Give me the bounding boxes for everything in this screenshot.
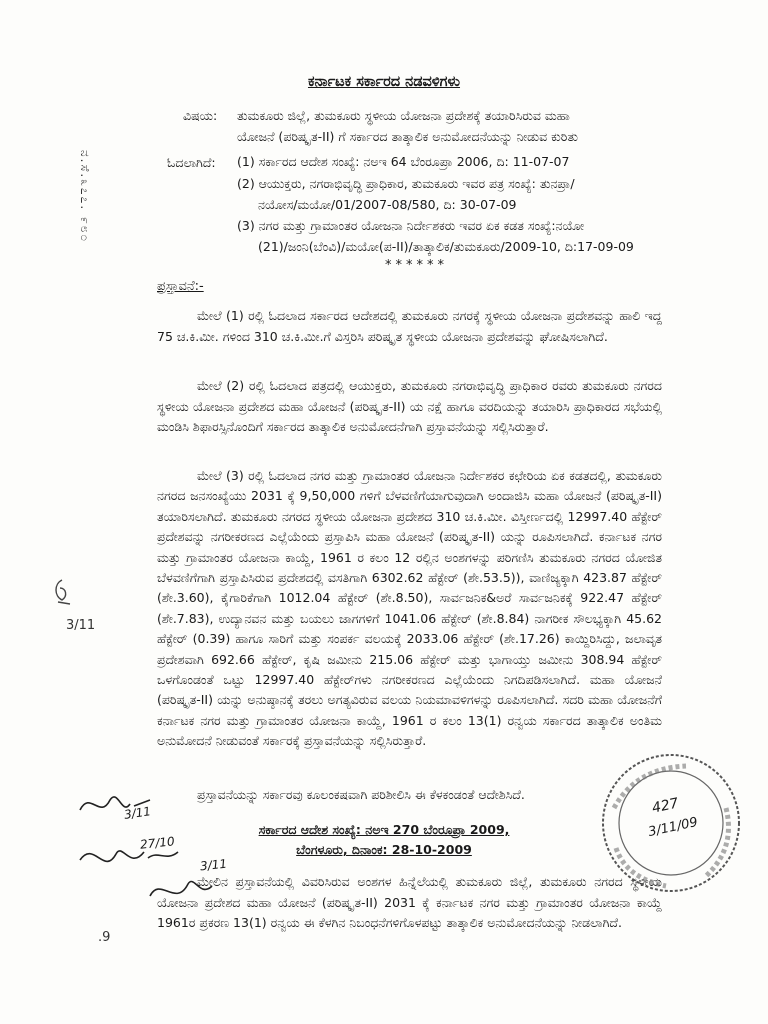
- signature-date-3: 3/11: [199, 856, 228, 874]
- signature-date-2: 27/10: [139, 834, 176, 852]
- stamp-date: 3/11/09: [646, 814, 700, 841]
- separator-stars: ******: [385, 258, 448, 273]
- paragraph-4: ಪ್ರಸ್ತಾವನೆಯನ್ನು ಸರ್ಕಾರವು ಕೂಲಂಕಷವಾಗಿ ಪರಿಶೀಲಿಸಿ ಈ ಕೆಳಕಂಡಂತೆ ಆದೇಶಿಸಿದೆ.: [197, 787, 525, 802]
- stamp-number: 427: [650, 795, 681, 817]
- order-text: ಮೇಲಿನ ಪ್ರಸ್ತಾವನೆಯಲ್ಲಿ ವಿವರಿಸಿರುವ ಅಂಶಗಳ ಹಿನ್ನೆಲೆಯಲ್ಲಿ ತುಮಕೂರು ಜಿಲ್ಲೆ, ತುಮಕೂರು ನಗರದ ಸ್ಥಳೀಯ ಯೋಜನಾ ಪ್ರದೇಶದ ಮಹಾ ಯೋಜನೆ (ಪರಿಷ್ಕೃತ-II) 2031 ಕ್ಕೆ ಕರ್ನಾಟಕ ನಗರ ಮತ್ತು ಗ್ರಾಮಾಂತರ ಯೋಜನಾ ಕಾಯ್ದೆ 1961ರ ಪ್ರಕರಣ 13(1) ರನ್ವಯ ಈ ಕೆಳಗಿನ ನಿಬಂಧನೆಗಳಿಗೊಳಪಟ್ಟು ತಾತ್ಕಾಲಿಕ ಅನುಮೋದನೆಯನ್ನು ನೀಡಲಾಗಿದೆ.: [157, 874, 662, 930]
- subject-label: ವಿಷಯ:: [183, 108, 218, 123]
- paragraph-2: ಮೇಲೆ (2) ರಲ್ಲಿ ಓದಲಾದ ಪತ್ರದಲ್ಲಿ ಆಯುಕ್ತರು, ತುಮಕೂರು ನಗರಾಭಿವೃದ್ಧಿ ಪ್ರಾಧಿಕಾರ ರವರು ತುಮಕೂರು ನಗರದ ಸ್ಥಳೀಯ ಯೋಜನಾ ಪ್ರದೇಶದ ಮಹಾ ಯೋಜನೆ (ಪರಿಷ್ಕೃತ-II) ಯ ನಕ್ಷೆ ಹಾಗೂ ವರದಿಯನ್ನು ತಯಾರಿಸಿ ಪ್ರಾಧಿಕಾರದ ಸಭೆಯಲ್ಲಿ ಮಂಡಿಸಿ ಶಿಫಾರಸ್ಸಿನೊಂದಿಗೆ ಸರ್ಕಾರದ ತಾತ್ಕಾಲಿಕ ಅನುಮೋದನೆಗಾಗಿ ಪ್ರಸ್ತಾವನೆಯನ್ನು ಸಲ್ಲಿಸಿರುತ್ತಾರೆ.: [157, 378, 662, 434]
- signature-date-1: 3/11: [123, 804, 152, 822]
- preamble-heading: ಪ್ರಸ್ತಾವನೆ:-: [157, 279, 204, 294]
- document-title: ಕರ್ನಾಟಕ ಸರ್ಕಾರದ ನಡವಳಿಗಳು: [307, 74, 461, 90]
- subject-line-1: ತುಮಕೂರು ಜಿಲ್ಲೆ, ತುಮಕೂರು ಸ್ಥಳೀಯ ಯೋಜನಾ ಪ್ರದೇಶಕ್ಕೆ ತಯಾರಿಸಿರುವ ಮಹಾ: [237, 108, 570, 123]
- reference-item: (2) ಆಯುಕ್ತರು, ನಗರಾಭಿವೃದ್ಧಿ ಪ್ರಾಧಿಕಾರ, ತುಮಕೂರು ಇವರ ಪತ್ರ ಸಂಖ್ಯೆ: ತುನಪ್ರಾ/: [237, 176, 575, 191]
- handwritten-signatures-icon: [60, 780, 300, 980]
- subject-line-2: ಯೋಜನೆ (ಪರಿಷ್ಕೃತ-II) ಗೆ ಸರ್ಕಾರದ ತಾತ್ಕಾಲಿಕ ಅನುಮೋದನೆಯನ್ನು ನೀಡುವ ಕುರಿತು: [237, 129, 578, 144]
- reference-item: ನಯೋಸ/ಮಯೋ/01/2007-08/580, ದಿ: 30-07-09: [258, 197, 517, 212]
- paragraph-1: ಮೇಲೆ (1) ರಲ್ಲಿ ಓದಲಾದ ಸರ್ಕಾರದ ಆದೇಶದಲ್ಲಿ ತುಮಕೂರು ನಗರಕ್ಕೆ ಸ್ಥಳೀಯ ಯೋಜನಾ ಪ್ರದೇಶವನ್ನು ಹಾಲಿ ಇದ್ದ 75 ಚ.ಕಿ.ಮೀ. ಗಳಿಂದ 310 ಚ.ಕಿ.ಮೀ.ಗೆ ವಿಸ್ತರಿಸಿ ಪರಿಷ್ಕೃತ ಸ್ಥಳೀಯ ಯೋಜನಾ ಪ್ರದೇಶವನ್ನು ಘೋಷಿಸಲಾಗಿದೆ.: [157, 308, 662, 344]
- margin-note-left: 3/11: [66, 618, 96, 633]
- order-place-date: ಬೆಂಗಳೂರು, ದಿನಾಂಕ: 28-10-2009: [296, 842, 472, 857]
- reference-item: (21)/ಜಂನಿ(ಬೆಂವಿ)/ಮಯೋ(ಪ-II)/ತಾತ್ಕಾಲಿಕ/ತುಮಕೂರು/2009-10, ದಿ:17-09-09: [258, 239, 634, 254]
- reference-item: (3) ನಗರ ಮತ್ತು ಗ್ರಾಮಾಂತರ ಯೋಜನಾ ನಿರ್ದೇಶಕರು ಇವರ ಏಕ ಕಡತ ಸಂಖ್ಯೆ:ನಯೋ: [237, 218, 585, 233]
- margin-vertical-note: ನ.ಸೆ.೩೭೭. ೯೮೦: [78, 150, 92, 244]
- margin-note-bottom: .9: [98, 930, 111, 945]
- order-number: ಸರ್ಕಾರದ ಆದೇಶ ಸಂಖ್ಯೆ: ನಅಇ 270 ಬೆಂರೂಪ್ರಾ 2009,: [258, 822, 510, 837]
- reference-item: (1) ಸರ್ಕಾರದ ಆದೇಶ ಸಂಖ್ಯೆ: ನಅಇ 64 ಬೆಂರೂಪ್ರಾ 2006, ದಿ: 11-07-07: [237, 154, 570, 169]
- margin-scribble-icon: [48, 576, 76, 606]
- paragraph-3: ಮೇಲೆ (3) ರಲ್ಲಿ ಓದಲಾದ ನಗರ ಮತ್ತು ಗ್ರಾಮಾಂತರ ಯೋಜನಾ ನಿರ್ದೇಶಕರ ಕಛೇರಿಯ ಏಕ ಕಡತದಲ್ಲಿ, ತುಮಕೂರು ನಗರದ ಜನಸಂಖ್ಯೆಯು 2031 ಕ್ಕೆ 9,50,000 ಗಳಿಗೆ ಬೆಳವಣಿಗೆಯಾಗುವುದಾಗಿ ಅಂದಾಜಿಸಿ ಮಹಾ ಯೋಜನೆ (ಪರಿಷ್ಕೃತ-II) ತಯಾರಿಸಲಾಗಿದೆ. ತುಮಕೂರು ನಗರದ ಸ್ಥಳೀಯ ಯೋಜನಾ ಪ್ರದೇಶದ 310 ಚ.ಕಿ.ಮೀ. ವಿಸ್ತೀರ್ಣದಲ್ಲಿ 12997.40 ಹೆಕ್ಟೇರ್ ಪ್ರದೇಶವನ್ನು ನಗರೀಕರಣದ ಎಲ್ಲೆಯೆಂದು ಪ್ರಸ್ತಾಪಿಸಿ ಮಹಾ ಯೋಜನೆ (ಪರಿಷ್ಕೃತ-II) ಯನ್ನು ರೂಪಿಸಲಾಗಿದೆ. ಕರ್ನಾಟಕ ನಗರ ಮತ್ತು ಗ್ರಾಮಾಂತರ ಯೋಜನಾ ಕಾಯ್ದೆ, 1961 ರ ಕಲಂ 12 ರಲ್ಲಿನ ಅಂಶಗಳನ್ನು ಪರಿಗಣಿಸಿ ತುಮಕೂರು ನಗರದ ಯೋಜಿತ ಬೆಳವಣಿಗೆಗಾಗಿ ಪ್ರಸ್ತಾಪಿಸಿರುವ ಪ್ರದೇಶದಲ್ಲಿ ವಸತಿಗಾಗಿ 6302.62 ಹೆಕ್ಟೇರ್ (ಶೇ.53.5)), ವಾಣಿಜ್ಯಕ್ಕಾಗಿ 423.87 ಹೆಕ್ಟೇರ್ (ಶೇ.3.60), ಕೈಗಾರಿಕೆಗಾಗಿ 1012.04 ಹೆಕ್ಟೇರ್ (ಶೇ.8.50), ಸಾರ್ವಜನಿಕ&ಅರೆ ಸಾರ್ವಜನಿಕಕ್ಕೆ 922.47 ಹೆಕ್ಟೇರ್ (ಶೇ.7.83), ಉದ್ಯಾನವನ ಮತ್ತು ಬಯಲು ಜಾಗಗಳಿಗೆ 1041.06 ಹೆಕ್ಟೇರ್ (ಶೇ.8.84) ನಾಗರೀಕ ಸೌಲಭ್ಯಕ್ಕಾಗಿ 45.62 ಹೆಕ್ಟೇರ್ (0.39) ಹಾಗೂ ಸಾರಿಗೆ ಮತ್ತು ಸಂಪರ್ಕ ವಲಯಕ್ಕೆ 2033.06 ಹೆಕ್ಟೇರ್ (ಶೇ.17.26) ಕಾಯ್ದಿರಿಸಿದ್ದು, ಜಲಾವೃತ ಪ್ರದೇಶವಾಗಿ 692.66 ಹೆಕ್ಟೇರ್, ಕೃಷಿ ಜಮೀನು 215.06 ಹೆಕ್ಟೇರ್ ಮತ್ತು ಭಾಗಾಯ್ತು ಜಮೀನು 308.94 ಹೆಕ್ಟೇರ್ ಒಳಗೊಂಡಂತೆ ಒಟ್ಟು 12997.40 ಹೆಕ್ಟೇರ್‌ಗಳು ನಗರೀಕರಣದ ಎಲ್ಲೆಯೆಂದು ನಿಗದಿಪಡಿಸಲಾಗಿದೆ. ಮಹಾ ಯೋಜನೆ (ಪರಿಷ್ಕೃತ-II) ಯನ್ನು ಅನುಷ್ಠಾನಕ್ಕೆ ತರಲು ಅಗತ್ಯವಿರುವ ವಲಯ ನಿಯಮಾವಳಿಗಳನ್ನು ರೂಪಿಸಲಾಗಿದೆ. ಸದರಿ ಮಹಾ ಯೋಜನೆಗೆ ಕರ್ನಾಟಕ ನಗರ ಮತ್ತು ಗ್ರಾಮಾಂತರ ಯೋಜನಾ ಕಾಯ್ದೆ, 1961 ರ ಕಲಂ 13(1) ರನ್ವಯ ಸರ್ಕಾರದ ತಾತ್ಕಾಲಿಕ ಅಂತಿಮ ಅನುಮೋದನೆ ನೀಡುವಂತೆ ಸರ್ಕಾರಕ್ಕೆ ಪ್ರಸ್ತಾವನೆಯನ್ನು ಸಲ್ಲಿಸಿರುತ್ತಾರೆ.: [157, 468, 662, 749]
- references-label: ಓದಲಾಗಿದೆ:: [167, 155, 216, 170]
